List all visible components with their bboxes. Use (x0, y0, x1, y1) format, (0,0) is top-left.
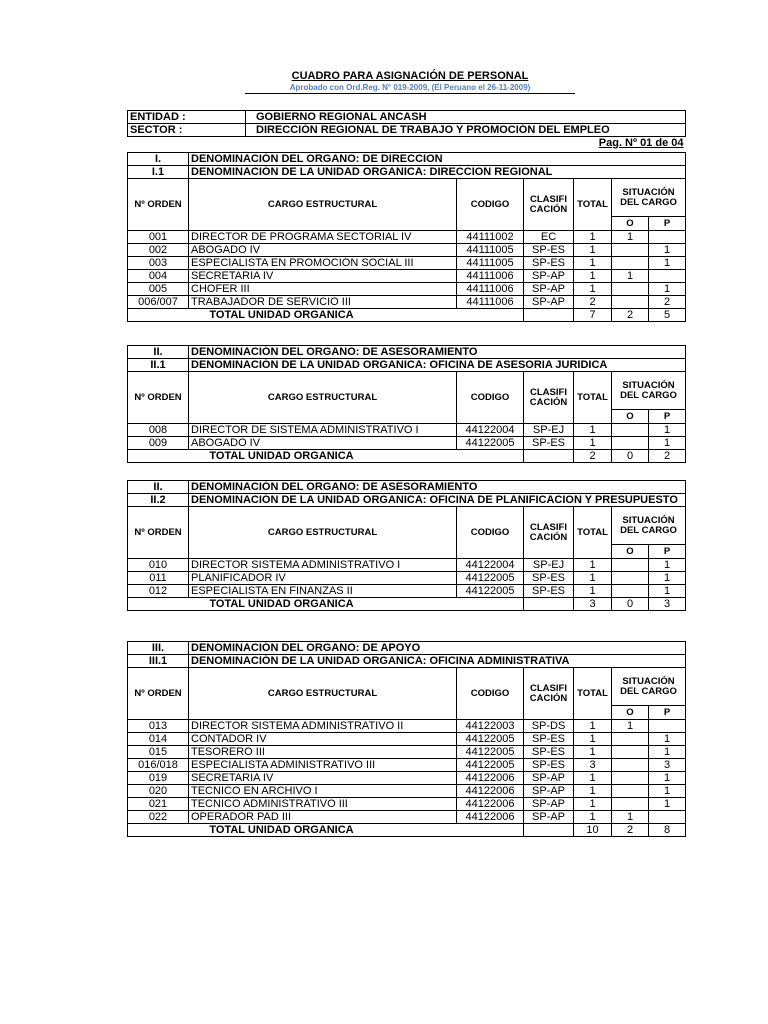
organo-name: DENOMINACIÓN DEL ORGANO: DE ASESORAMIENTO (189, 346, 686, 359)
section-table (127, 641, 686, 837)
row-total: 1 (574, 798, 612, 811)
row-orden: 022 (128, 811, 189, 824)
row-codigo: 44122005 (457, 437, 524, 450)
table-row (128, 257, 686, 270)
row-orden: 016/018 (128, 759, 189, 772)
row-total: 3 (574, 759, 612, 772)
total-spacer (524, 598, 574, 611)
row-situacion-p: 1 (649, 424, 686, 437)
col-header-situacion: SITUACIÓN DEL CARGO (612, 372, 686, 410)
col-header-o: O (612, 545, 649, 559)
row-situacion-p: 1 (649, 283, 686, 296)
row-codigo: 44111005 (457, 244, 524, 257)
col-header-orden: Nº ORDEN (128, 372, 189, 424)
total-p-value: 3 (649, 598, 686, 611)
row-situacion-o (612, 244, 649, 257)
row-cargo: CONTADOR IV (189, 733, 457, 746)
row-situacion-o (612, 257, 649, 270)
section-table (127, 345, 686, 463)
row-cargo: DIRECTOR DE SISTEMA ADMINISTRATIVO I (189, 424, 457, 437)
table-row (128, 772, 686, 785)
row-clasificacion: SP-AP (524, 785, 574, 798)
row-cargo: ABOGADO IV (189, 437, 457, 450)
row-cargo: DIRECTOR DE PROGRAMA SECTORIAL IV (189, 231, 457, 244)
row-codigo: 44122006 (457, 811, 524, 824)
total-o-value: 2 (612, 824, 649, 837)
row-situacion-p: 2 (649, 296, 686, 309)
row-cargo: OPERADOR PAD III (189, 811, 457, 824)
table-row (128, 559, 686, 572)
row-total: 1 (574, 437, 612, 450)
row-orden: 008 (128, 424, 189, 437)
unidad-number: II.1 (128, 359, 189, 372)
col-header-situacion: SITUACIÓN DEL CARGO (612, 507, 686, 545)
row-situacion-o: 1 (612, 270, 649, 283)
col-header-total: TOTAL (574, 372, 612, 424)
row-codigo: 44122006 (457, 798, 524, 811)
row-total: 1 (574, 257, 612, 270)
col-header-orden: Nº ORDEN (128, 668, 189, 720)
section-table (127, 480, 686, 611)
col-header-clasificacion: CLASIFI CACIÓN (524, 372, 574, 424)
row-total: 1 (574, 772, 612, 785)
row-situacion-p: 1 (649, 244, 686, 257)
total-label: TOTAL UNIDAD ORGANICA (128, 824, 524, 837)
table-row (128, 296, 686, 309)
row-codigo: 44122003 (457, 720, 524, 733)
row-orden: 019 (128, 772, 189, 785)
col-header-o: O (612, 410, 649, 424)
row-orden: 012 (128, 585, 189, 598)
row-total: 1 (574, 559, 612, 572)
organo-number: II. (128, 481, 189, 494)
row-situacion-o: 1 (612, 231, 649, 244)
row-cargo: TRABAJADOR DE SERVICIO III (189, 296, 457, 309)
unidad-name: DENOMINACIÓN DE LA UNIDAD ORGANICA: OFICINA DE ASESORIA JURIDICA (189, 359, 686, 372)
row-orden: 021 (128, 798, 189, 811)
entidad-label: ENTIDAD : (128, 111, 246, 124)
row-situacion-o (612, 572, 649, 585)
row-cargo: DIRECTOR SISTEMA ADMINISTRATIVO II (189, 720, 457, 733)
col-header-clasificacion: CLASIFI CACIÓN (524, 179, 574, 231)
total-label: TOTAL UNIDAD ORGANICA (128, 450, 524, 463)
table-row (128, 244, 686, 257)
row-orden: 003 (128, 257, 189, 270)
row-clasificacion: SP-ES (524, 746, 574, 759)
col-header-cargo: CARGO ESTRUCTURAL (189, 507, 457, 559)
row-situacion-o (612, 798, 649, 811)
row-codigo: 44111002 (457, 231, 524, 244)
col-header-codigo: CODIGO (457, 668, 524, 720)
table-row (128, 720, 686, 733)
row-situacion-p: 1 (649, 785, 686, 798)
row-orden: 004 (128, 270, 189, 283)
total-value: 10 (574, 824, 612, 837)
row-orden: 020 (128, 785, 189, 798)
unidad-name: DENOMINACIÓN DE LA UNIDAD ORGANICA: OFICINA ADMINISTRATIVA (189, 655, 686, 668)
col-header-codigo: CODIGO (457, 179, 524, 231)
row-codigo: 44122004 (457, 559, 524, 572)
row-codigo: 44122005 (457, 572, 524, 585)
row-cargo: ESPECIALISTA ADMINISTRATIVO III (189, 759, 457, 772)
row-total: 1 (574, 746, 612, 759)
table-row (128, 733, 686, 746)
table-row (128, 572, 686, 585)
total-label: TOTAL UNIDAD ORGANICA (128, 309, 524, 322)
row-total: 1 (574, 244, 612, 257)
total-value: 2 (574, 450, 612, 463)
document-title: CUADRO PARA ASIGNACIÓN DE PERSONAL (291, 70, 529, 82)
row-clasificacion: SP-AP (524, 283, 574, 296)
row-codigo: 44111006 (457, 296, 524, 309)
row-orden: 015 (128, 746, 189, 759)
row-situacion-p: 1 (649, 257, 686, 270)
row-situacion-p (649, 720, 686, 733)
row-situacion-p: 1 (649, 437, 686, 450)
row-situacion-o (612, 759, 649, 772)
row-total: 1 (574, 811, 612, 824)
col-header-p: P (649, 217, 686, 231)
col-header-orden: Nº ORDEN (128, 507, 189, 559)
row-codigo: 44111006 (457, 283, 524, 296)
col-header-p: P (649, 410, 686, 424)
row-orden: 005 (128, 283, 189, 296)
col-header-situacion: SITUACIÓN DEL CARGO (612, 668, 686, 706)
row-clasificacion: SP-ES (524, 437, 574, 450)
col-header-clasificacion: CLASIFI CACIÓN (524, 668, 574, 720)
total-p-value: 2 (649, 450, 686, 463)
row-situacion-p (649, 811, 686, 824)
unidad-name: DENOMINACIÓN DE LA UNIDAD ORGANICA: OFICINA DE PLANIFICACION Y PRESUPUESTO (189, 494, 686, 507)
row-orden: 006/007 (128, 296, 189, 309)
table-row (128, 231, 686, 244)
entity-table (127, 110, 686, 149)
table-row (128, 785, 686, 798)
row-clasificacion: SP-ES (524, 572, 574, 585)
row-situacion-o: 1 (612, 811, 649, 824)
table-row (128, 283, 686, 296)
row-clasificacion: SP-AP (524, 270, 574, 283)
table-row (128, 270, 686, 283)
section-table (127, 152, 686, 322)
row-situacion-p: 1 (649, 572, 686, 585)
table-row (128, 746, 686, 759)
row-total: 2 (574, 296, 612, 309)
row-codigo: 44122005 (457, 585, 524, 598)
col-header-clasificacion: CLASIFI CACIÓN (524, 507, 574, 559)
total-spacer (524, 824, 574, 837)
row-situacion-o (612, 733, 649, 746)
col-header-p: P (649, 706, 686, 720)
col-header-total: TOTAL (574, 668, 612, 720)
table-row (128, 437, 686, 450)
row-cargo: TECNICO EN ARCHIVO I (189, 785, 457, 798)
row-situacion-o (612, 559, 649, 572)
unidad-number: I.1 (128, 166, 189, 179)
row-situacion-o: 1 (612, 720, 649, 733)
row-codigo: 44122006 (457, 785, 524, 798)
row-situacion-o (612, 283, 649, 296)
row-cargo: ABOGADO IV (189, 244, 457, 257)
row-total: 1 (574, 231, 612, 244)
row-situacion-p: 1 (649, 798, 686, 811)
col-header-o: O (612, 706, 649, 720)
organo-number: III. (128, 642, 189, 655)
row-clasificacion: SP-EJ (524, 559, 574, 572)
row-total: 1 (574, 283, 612, 296)
col-header-situacion: SITUACIÓN DEL CARGO (612, 179, 686, 217)
row-clasificacion: SP-EJ (524, 424, 574, 437)
row-total: 1 (574, 785, 612, 798)
row-situacion-o (612, 785, 649, 798)
row-orden: 001 (128, 231, 189, 244)
row-cargo: DIRECTOR SISTEMA ADMINISTRATIVO I (189, 559, 457, 572)
table-row (128, 759, 686, 772)
sector-value: DIRECCIÓN REGIONAL DE TRABAJO Y PROMOCIÓN DEL EMPLEO (246, 124, 686, 137)
row-clasificacion: SP-AP (524, 811, 574, 824)
row-orden: 014 (128, 733, 189, 746)
row-total: 1 (574, 424, 612, 437)
row-orden: 002 (128, 244, 189, 257)
row-situacion-o (612, 585, 649, 598)
entidad-value: GOBIERNO REGIONAL ANCASH (246, 111, 686, 124)
col-header-cargo: CARGO ESTRUCTURAL (189, 179, 457, 231)
col-header-o: O (612, 217, 649, 231)
row-total: 1 (574, 270, 612, 283)
row-cargo: CHOFER III (189, 283, 457, 296)
row-codigo: 44122005 (457, 733, 524, 746)
row-cargo: TESORERO III (189, 746, 457, 759)
total-spacer (524, 450, 574, 463)
col-header-cargo: CARGO ESTRUCTURAL (189, 668, 457, 720)
col-header-cargo: CARGO ESTRUCTURAL (189, 372, 457, 424)
row-total: 1 (574, 720, 612, 733)
row-total: 1 (574, 733, 612, 746)
row-clasificacion: SP-ES (524, 733, 574, 746)
page-number: Pag. Nº 01 de 04 (598, 137, 684, 149)
organo-name: DENOMINACIÓN DEL ORGANO: DE ASESORAMIENTO (189, 481, 686, 494)
sector-label: SECTOR : (128, 124, 246, 137)
col-header-orden: Nº ORDEN (128, 179, 189, 231)
row-clasificacion: SP-AP (524, 798, 574, 811)
row-codigo: 44122006 (457, 772, 524, 785)
unidad-name: DENOMINACIÓN DE LA UNIDAD ORGANICA: DIRECCION REGIONAL (189, 166, 686, 179)
table-row (128, 424, 686, 437)
row-situacion-p (649, 270, 686, 283)
row-orden: 010 (128, 559, 189, 572)
table-row (128, 585, 686, 598)
row-clasificacion: EC (524, 231, 574, 244)
row-cargo: ESPECIALISTA EN PROMOCIÓN SOCIAL III (189, 257, 457, 270)
organo-name: DENOMINACIÓN DEL ORGANO: DE APOYO (189, 642, 686, 655)
organo-name: DENOMINACIÓN DEL ORGANO: DE DIRECCION (189, 153, 686, 166)
row-clasificacion: SP-ES (524, 585, 574, 598)
col-header-p: P (649, 545, 686, 559)
row-orden: 011 (128, 572, 189, 585)
row-codigo: 44122004 (457, 424, 524, 437)
row-clasificacion: SP-AP (524, 296, 574, 309)
row-clasificacion: SP-AP (524, 772, 574, 785)
total-o-value: 0 (612, 450, 649, 463)
row-situacion-p: 1 (649, 772, 686, 785)
row-total: 1 (574, 585, 612, 598)
total-p-value: 8 (649, 824, 686, 837)
row-total: 1 (574, 572, 612, 585)
row-codigo: 44122005 (457, 759, 524, 772)
row-situacion-o (612, 772, 649, 785)
row-situacion-p: 3 (649, 759, 686, 772)
unidad-number: II.2 (128, 494, 189, 507)
row-situacion-p: 1 (649, 746, 686, 759)
col-header-codigo: CODIGO (457, 507, 524, 559)
row-orden: 009 (128, 437, 189, 450)
document-subtitle: Aprobado con Ord.Reg. N° 019-2009, (El Peruano el 26-11-2009) (245, 83, 575, 94)
row-cargo: SECRETARIA IV (189, 772, 457, 785)
unidad-number: III.1 (128, 655, 189, 668)
row-situacion-o (612, 296, 649, 309)
row-situacion-p: 1 (649, 559, 686, 572)
total-spacer (524, 309, 574, 322)
row-cargo: PLANIFICADOR IV (189, 572, 457, 585)
row-codigo: 44122005 (457, 746, 524, 759)
organo-number: I. (128, 153, 189, 166)
row-situacion-p: 1 (649, 585, 686, 598)
row-cargo: ESPECIALISTA EN FINANZAS II (189, 585, 457, 598)
row-situacion-p: 1 (649, 733, 686, 746)
row-clasificacion: SP-ES (524, 257, 574, 270)
table-row (128, 811, 686, 824)
row-orden: 013 (128, 720, 189, 733)
row-situacion-o (612, 746, 649, 759)
total-value: 3 (574, 598, 612, 611)
total-p-value: 5 (649, 309, 686, 322)
total-value: 7 (574, 309, 612, 322)
row-codigo: 44111005 (457, 257, 524, 270)
row-situacion-o (612, 437, 649, 450)
total-o-value: 0 (612, 598, 649, 611)
total-o-value: 2 (612, 309, 649, 322)
row-cargo: SECRETARIA IV (189, 270, 457, 283)
row-cargo: TECNICO ADMINISTRATIVO III (189, 798, 457, 811)
row-situacion-p (649, 231, 686, 244)
col-header-total: TOTAL (574, 179, 612, 231)
organo-number: II. (128, 346, 189, 359)
total-label: TOTAL UNIDAD ORGANICA (128, 598, 524, 611)
row-codigo: 44111006 (457, 270, 524, 283)
row-clasificacion: SP-ES (524, 759, 574, 772)
row-clasificacion: SP-ES (524, 244, 574, 257)
col-header-total: TOTAL (574, 507, 612, 559)
col-header-codigo: CODIGO (457, 372, 524, 424)
row-situacion-o (612, 424, 649, 437)
row-clasificacion: SP-DS (524, 720, 574, 733)
table-row (128, 798, 686, 811)
